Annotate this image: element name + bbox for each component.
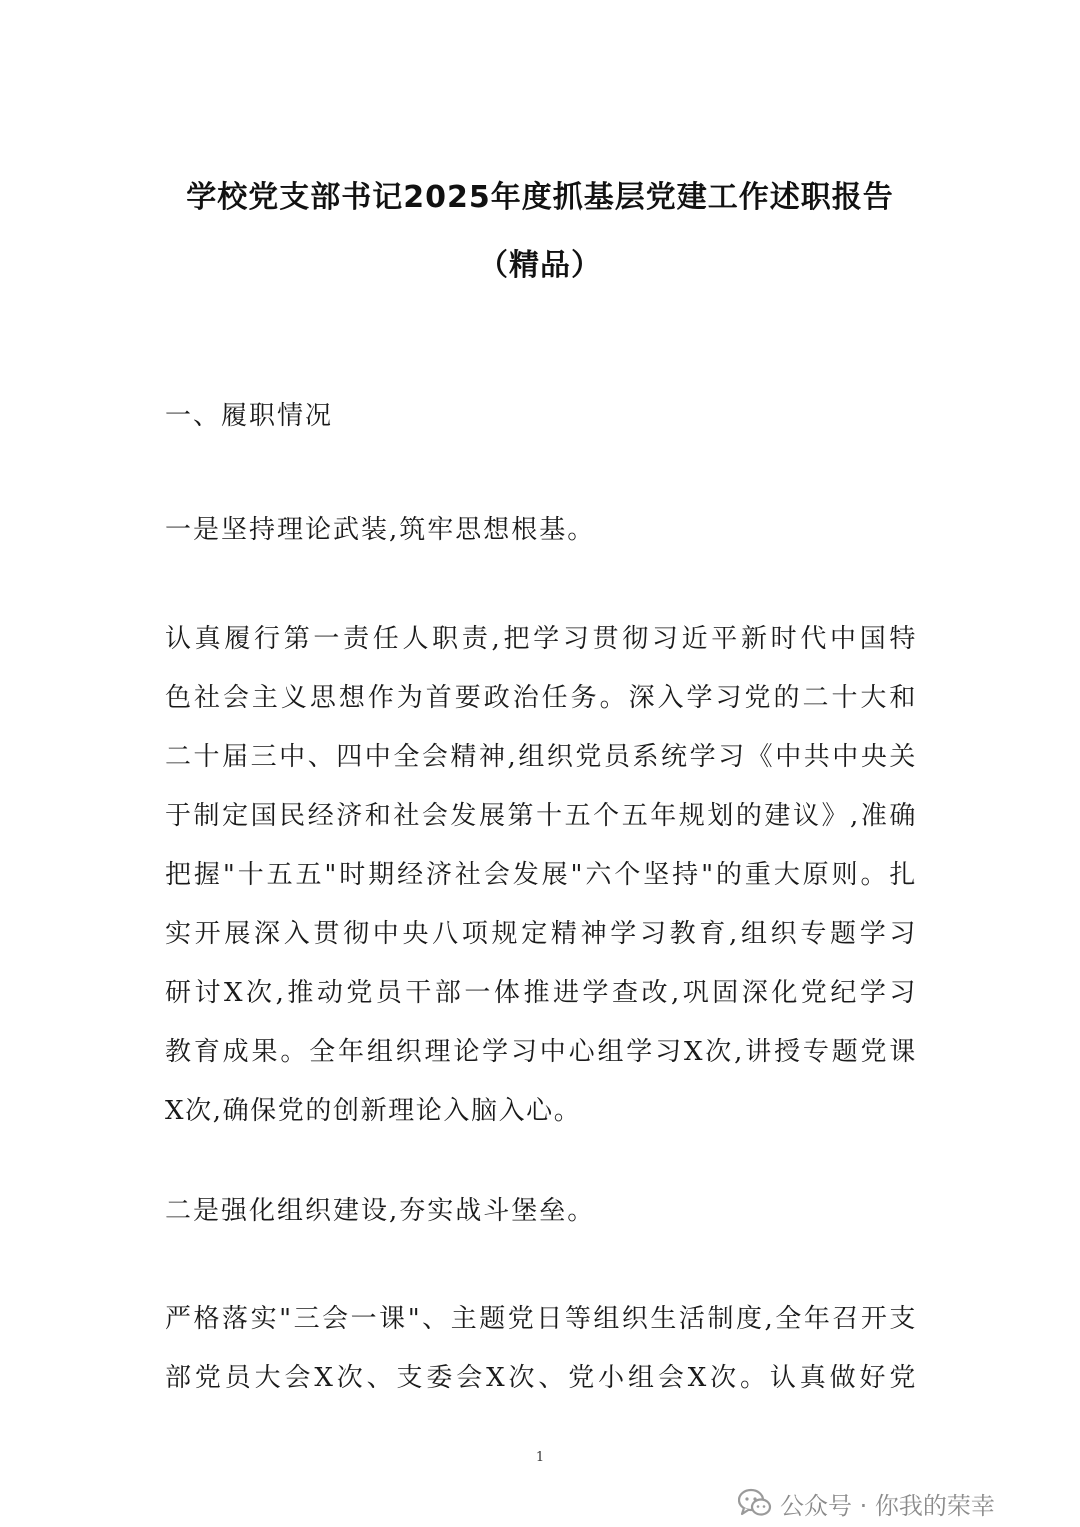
wechat-icon [738, 1488, 772, 1518]
watermark-text: 公众号 · 你我的荣幸 [780, 1491, 995, 1520]
paragraph-line: 部党员大会X次、支委会X次、党小组会X次。认真做好党 [165, 1363, 917, 1393]
document-subtitle: （精品） [478, 248, 602, 283]
paragraph-theory [165, 610, 917, 1141]
paragraph-line: 于制定国民经济和社会发展第十五个五年规划的建议》,准确 [165, 801, 917, 831]
paragraph-line: 教育成果。全年组织理论学习中心组学习X次,讲授专题党课 [165, 1037, 917, 1067]
point-heading-theory: 一是坚持理论武装,筑牢思想根基。 [165, 515, 596, 545]
document-title: 学校党支部书记2025年度抓基层党建工作述职报告 [186, 180, 894, 215]
paragraph-line: 把握"十五五"时期经济社会发展"六个坚持"的重大原则。扎 [165, 860, 917, 890]
paragraph-line: 认真履行第一责任人职责,把学习贯彻习近平新时代中国特 [165, 624, 917, 654]
paragraph-line: 研讨X次,推动党员干部一体推进学查改,巩固深化党纪学习 [165, 978, 917, 1008]
section-heading-performance: 一、履职情况 [165, 401, 334, 431]
wechat-watermark [738, 1483, 995, 1523]
paragraph-line: X次,确保党的创新理论入脑入心。 [165, 1096, 582, 1126]
point-heading-organization: 二是强化组织建设,夯实战斗堡垒。 [165, 1196, 596, 1226]
paragraph-line: 实开展深入贯彻中央八项规定精神学习教育,组织专题学习 [165, 919, 917, 949]
page-number: 1 [535, 1450, 545, 1465]
paragraph-organization [165, 1290, 917, 1408]
paragraph-line: 色社会主义思想作为首要政治任务。深入学习党的二十大和 [165, 683, 917, 713]
paragraph-line: 严格落实"三会一课"、主题党日等组织生活制度,全年召开支 [165, 1304, 917, 1334]
paragraph-line: 二十届三中、四中全会精神,组织党员系统学习《中共中央关 [165, 742, 917, 772]
